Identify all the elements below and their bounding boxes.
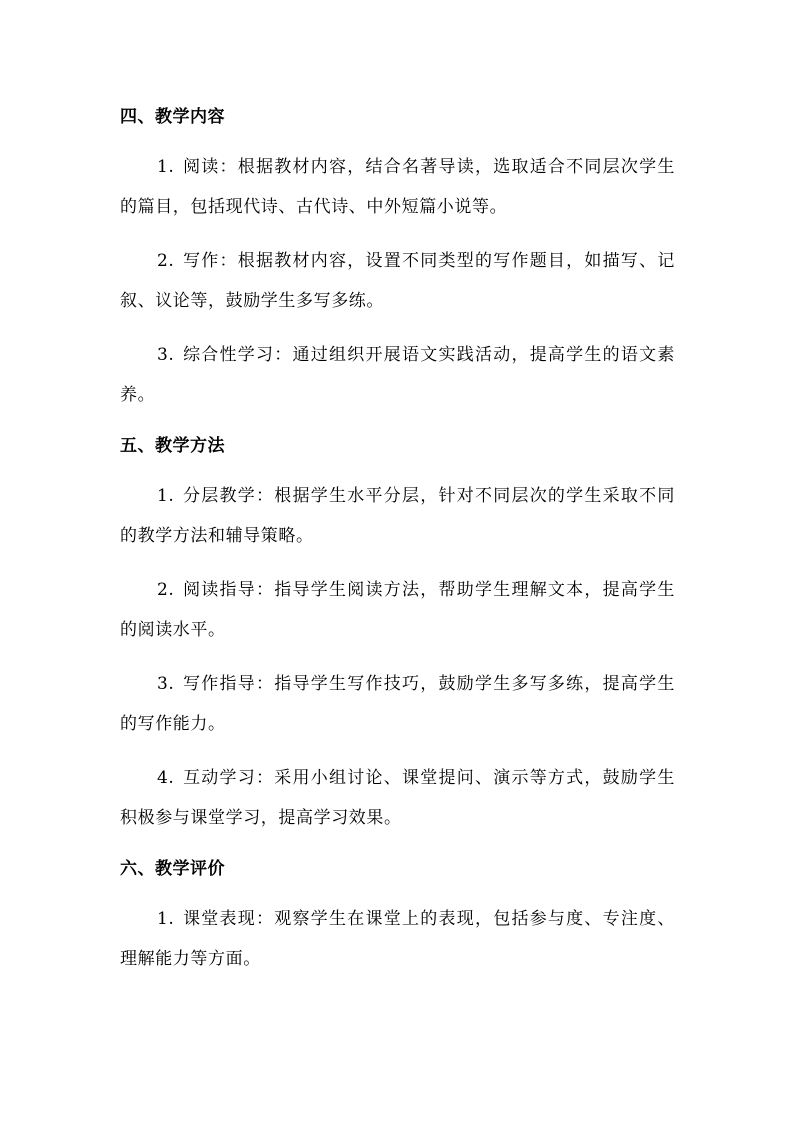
item-number: 4. [157, 768, 175, 788]
item-text: 写作指导：指导学生写作技巧，鼓励学生多写多练，提高学生的写作能力。 [120, 674, 675, 734]
paragraph [120, 570, 675, 650]
paragraph [120, 899, 675, 979]
paragraph [120, 476, 675, 556]
paragraph [120, 335, 675, 415]
item-number: 2. [157, 251, 175, 271]
item-text: 综合性学习：通过组织开展语文实践活动，提高学生的语文素养。 [120, 345, 675, 405]
section-heading-teaching-methods: 五、教学方法 [120, 436, 225, 456]
item-number: 1. [157, 486, 175, 506]
paragraph [120, 758, 675, 838]
item-text: 阅读指导：指导学生阅读方法，帮助学生理解文本，提高学生的阅读水平。 [120, 580, 675, 640]
section-heading-teaching-evaluation: 六、教学评价 [120, 859, 225, 879]
item-number: 3. [157, 674, 175, 694]
paragraph [120, 147, 675, 227]
item-number: 3. [157, 345, 175, 365]
item-text: 分层教学：根据学生水平分层，针对不同层次的学生采取不同的教学方法和辅导策略。 [120, 486, 675, 546]
section-heading-teaching-content: 四、教学内容 [120, 107, 225, 127]
item-text: 课堂表现：观察学生在课堂上的表现，包括参与度、专注度、理解能力等方面。 [120, 909, 675, 969]
item-text: 写作：根据教材内容，设置不同类型的写作题目，如描写、记叙、议论等，鼓励学生多写多练。 [120, 251, 675, 311]
item-number: 1. [157, 909, 175, 929]
paragraph [120, 241, 675, 321]
document-body [120, 100, 675, 993]
paragraph [120, 664, 675, 744]
item-text: 阅读：根据教材内容，结合名著导读，选取适合不同层次学生的篇目，包括现代诗、古代诗、中外短篇小说等。 [120, 157, 675, 217]
item-number: 2. [157, 580, 175, 600]
item-number: 1. [157, 157, 175, 177]
item-text: 互动学习：采用小组讨论、课堂提问、演示等方式，鼓励学生积极参与课堂学习，提高学习效果。 [120, 768, 675, 828]
